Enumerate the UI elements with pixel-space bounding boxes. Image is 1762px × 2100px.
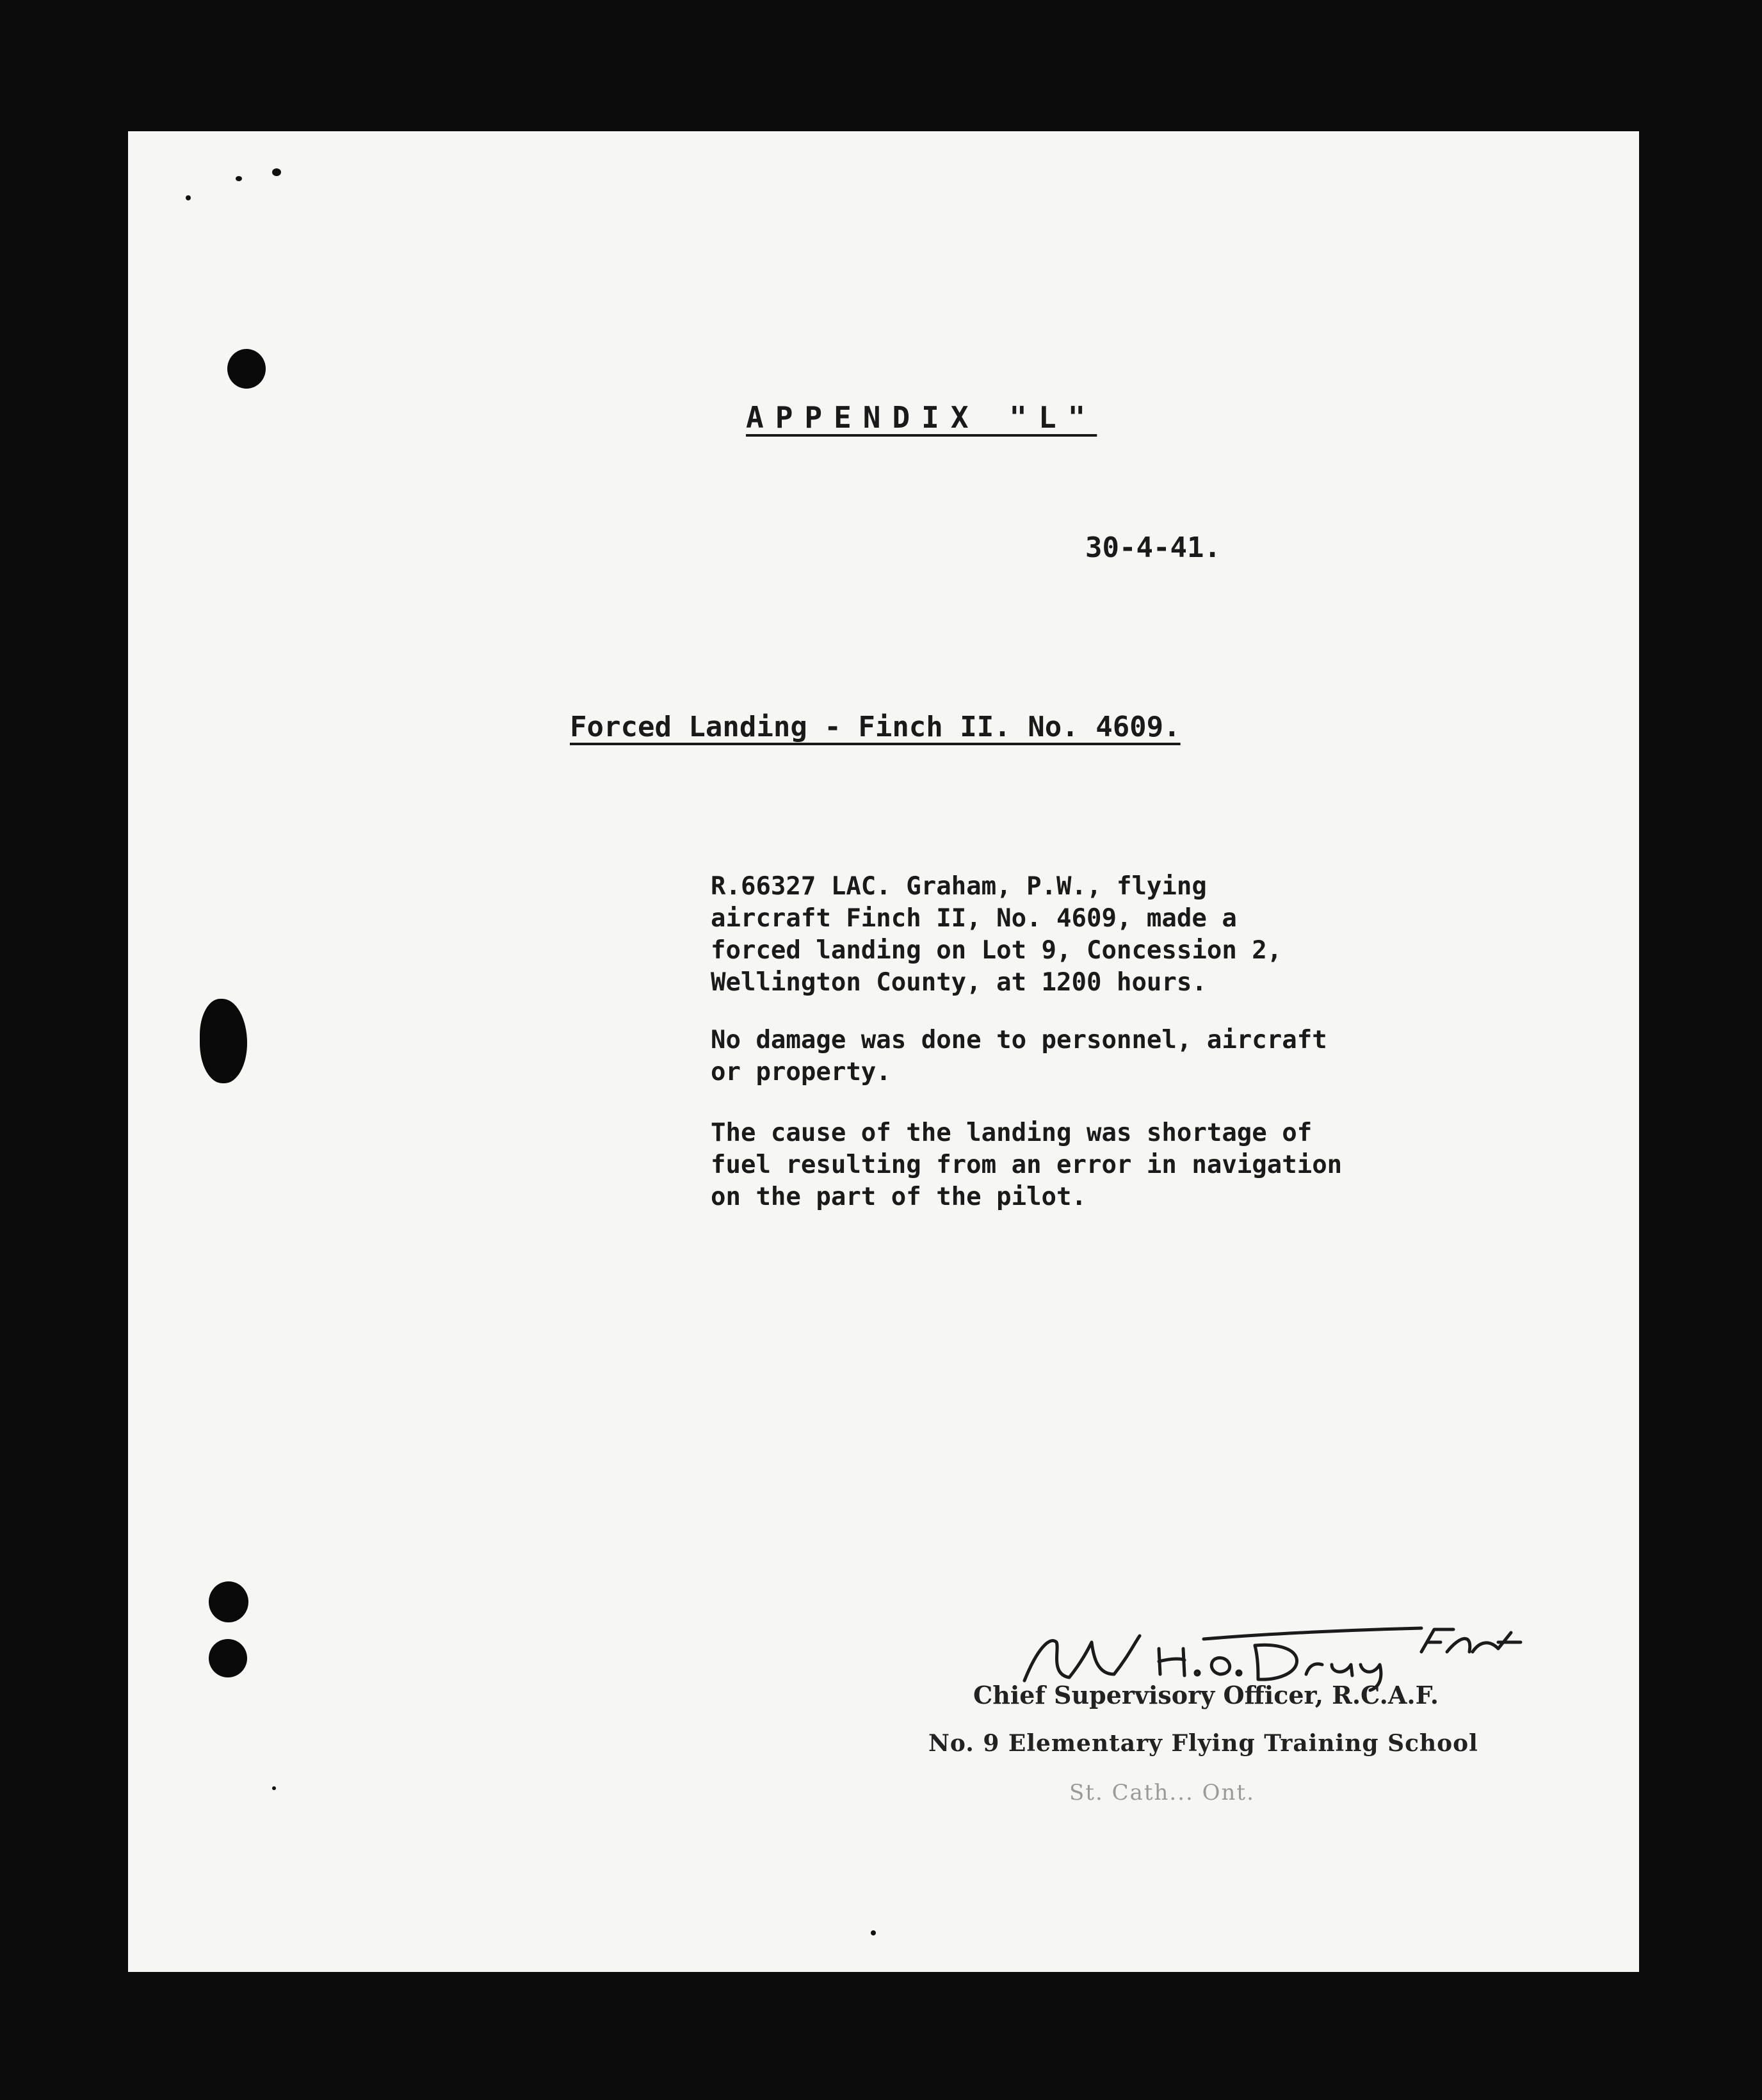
speck (186, 195, 191, 200)
speck (272, 168, 281, 176)
stamp-officer-title: Chief Supervisory Officer, R.C.A.F. (973, 1681, 1439, 1709)
body-paragraph: The cause of the landing was shortage of fuel resulting from an error in navigation on the part of the pilot. (711, 1119, 1343, 1211)
body-paragraph: No damage was done to personnel, aircraft or property. (711, 1026, 1327, 1086)
speck (236, 176, 242, 181)
punch-hole-lower-1 (209, 1581, 248, 1622)
stamp-location: St. Cath... Ont. (1069, 1780, 1255, 1805)
stamp-school-name: No. 9 Elementary Flying Training School (928, 1730, 1478, 1757)
document-page (128, 131, 1639, 1972)
punch-hole-lower-2 (209, 1639, 247, 1677)
subject-line: Forced Landing - Finch II. No. 4609. (570, 711, 1181, 743)
speck (272, 1786, 276, 1790)
punch-hole-top (227, 349, 266, 389)
appendix-heading: APPENDIX "L" (746, 400, 1097, 435)
body-paragraph: R.66327 LAC. Graham, P.W., flying aircraft Finch II, No. 4609, made a forced landing on Lot 9, Concession 2, Wellington County, at 1200 hours. (711, 872, 1282, 997)
punch-hole-middle (200, 999, 247, 1083)
document-date: 30-4-41. (1085, 531, 1221, 564)
speck (871, 1930, 876, 1935)
